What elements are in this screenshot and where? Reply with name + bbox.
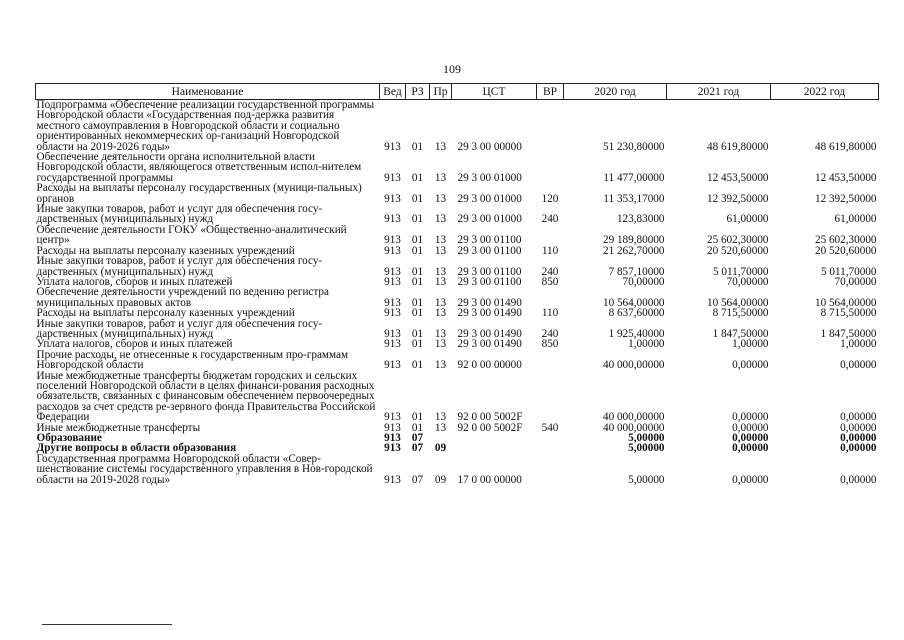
row-vr: 110 (541, 307, 559, 320)
table-row (36, 308, 879, 318)
row-value-2022: 20 520,60000 (814, 244, 877, 257)
table-row (36, 152, 879, 183)
row-value-2022: 61,00000 (834, 213, 877, 226)
table-row (36, 204, 879, 225)
row-cst: 29 3 00 00000 (457, 140, 522, 153)
row-value-2020: 123,83000 (616, 213, 665, 226)
row-value-2022: 0,00000 (840, 432, 877, 444)
row-value-2021: 8 715,50000 (712, 307, 769, 320)
row-ved: 913 (384, 234, 401, 247)
row-ved: 913 (384, 421, 401, 434)
header-2020: 2020 год (564, 84, 667, 100)
row-value-2020: 11 353,17000 (603, 192, 665, 205)
row-ved: 913 (384, 338, 401, 351)
row-value-2022: 1 847,50000 (820, 327, 877, 340)
row-value-2022: 0,00000 (840, 411, 877, 424)
row-value-2022: 8 715,50000 (820, 307, 877, 320)
row-name: Другие вопросы в области образования (36, 442, 237, 455)
row-rz: 07 (411, 432, 424, 444)
row-value-2020: 51 230,80000 (602, 140, 665, 153)
row-cst: 29 3 00 01490 (457, 327, 522, 340)
table-row (36, 100, 879, 153)
row-ved: 913 (384, 327, 401, 340)
row-pr: 13 (434, 421, 447, 434)
row-ved: 913 (384, 171, 401, 184)
table-row (36, 183, 879, 204)
row-rz: 01 (411, 296, 424, 309)
budget-table (35, 83, 879, 485)
row-vr (537, 287, 564, 308)
row-value-2020: 10 564,00000 (602, 296, 665, 309)
row-ved: 913 (384, 265, 401, 278)
row-value-2020: 29 189,80000 (602, 234, 665, 247)
row-value-2021: 12 453,50000 (706, 171, 769, 184)
row-vr (537, 152, 564, 183)
row-rz: 07 (411, 473, 424, 486)
row-value-2021: 61,00000 (726, 213, 769, 226)
row-pr: 13 (434, 171, 447, 184)
row-name: Иные закупки товаров, работ и услуг для обеспечения госу-дарственных (муниципальных) нужд (36, 255, 323, 278)
row-vr: 540 (541, 421, 559, 434)
row-value-2021: 0,00000 (732, 432, 769, 444)
row-rz: 01 (411, 265, 424, 278)
row-value-2021: 25 602,30000 (706, 234, 769, 247)
row-value-2020: 40 000,00000 (602, 411, 665, 424)
row-cst: 29 3 00 01100 (457, 265, 522, 278)
row-value-2020: 5,00000 (628, 473, 665, 486)
header-name: Наименование (36, 84, 380, 100)
row-value-2020: 5,00000 (628, 442, 665, 455)
row-name: Расходы на выплаты персоналу казенных учреждений (36, 307, 295, 320)
row-value-2021: 12 392,50000 (706, 192, 769, 205)
row-pr: 13 (434, 275, 447, 288)
row-name: Государственная программа Новгородской области «Совер-шенствование системы государственного управления в Нов-городской области на 2019-2028 годы» (36, 452, 373, 486)
row-cst: 29 3 00 01100 (457, 244, 522, 257)
row-value-2021: 10 564,00000 (706, 296, 769, 309)
row-value-2022: 0,00000 (840, 473, 877, 486)
row-pr: 13 (434, 296, 447, 309)
row-pr: 09 (434, 442, 447, 455)
row-value-2020: 21 262,70000 (602, 244, 665, 257)
header-ved: Вед (380, 84, 406, 100)
row-value-2020: 8 637,60000 (608, 307, 665, 320)
table-row (36, 454, 879, 485)
row-cst: 92 0 00 5002F (457, 421, 523, 434)
row-name: Обеспечение деятельности органа исполнительной власти Новгородской области, являющегося ответственным испол-нителем государственной программы (36, 151, 362, 184)
row-vr (537, 225, 564, 246)
row-name: Иные закупки товаров, работ и услуг для обеспечения госу-дарственных (муниципальных) нужд (36, 317, 323, 340)
row-value-2020: 7 857,10000 (608, 265, 665, 278)
row-value-2021: 1,00000 (732, 338, 769, 351)
row-value-2021: 0,00000 (732, 421, 769, 434)
row-pr: 13 (434, 327, 447, 340)
row-name: Обеспечение деятельности ГОКУ «Общественно-аналитический центр» (36, 223, 347, 247)
row-name: Иные закупки товаров, работ и услуг для обеспечения госу-дарственных (муниципальных) нужд (36, 203, 323, 226)
row-ved: 913 (384, 213, 401, 226)
row-value-2021: 1 847,50000 (712, 327, 769, 340)
row-name: Иные межбюджетные трансферты бюджетам городских и сельских поселений Новгородской области в целях финанси-рования расходных обязательств, связанных с финансовым обеспечением первоочередных расходов за счет средств ре-зервного фонда Правительства Российской Федерации (36, 369, 376, 424)
row-ved: 913 (384, 192, 401, 205)
row-cst: 17 0 00 00000 (457, 473, 522, 486)
row-ved: 913 (384, 432, 401, 444)
row-cst: 29 3 00 01490 (457, 338, 522, 351)
row-rz: 01 (411, 411, 424, 424)
row-ved: 913 (384, 307, 401, 320)
row-vr: 120 (541, 192, 559, 205)
row-value-2022: 70,00000 (834, 275, 877, 288)
row-value-2022: 1,00000 (840, 338, 877, 351)
row-vr: 850 (541, 275, 559, 288)
header-pr: Пр (430, 84, 452, 100)
row-cst: 92 0 00 5002F (457, 411, 523, 424)
header-vr: ВР (537, 84, 564, 100)
row-name: Подпрограмма «Обеспечение реализации государственной программы Новгородской области «Государственная под-держка развития местного самоуправления в Новгородской области и социально ориентированных некоммерческих ор-ганизаций Новгородской области на 2019-2026 годы» (36, 99, 375, 153)
row-name: Иные межбюджетные трансферты (36, 421, 201, 434)
row-value-2022: 25 602,30000 (814, 234, 877, 247)
row-rz: 07 (411, 442, 424, 455)
row-rz: 01 (411, 192, 424, 205)
row-value-2022: 0,00000 (840, 359, 877, 372)
row-rz: 01 (411, 213, 424, 226)
row-pr: 13 (434, 244, 447, 257)
header-row (36, 84, 879, 100)
table-row (36, 371, 879, 423)
row-name: Прочие расходы, не отнесенные к государственным про-граммам Новгородской области (36, 348, 349, 372)
row-value-2022: 5 011,70000 (820, 265, 877, 278)
row-ved: 913 (384, 442, 401, 455)
row-vr (537, 443, 564, 453)
row-vr (537, 350, 564, 371)
row-rz: 01 (411, 171, 424, 184)
row-cst: 29 3 00 01100 (457, 234, 522, 247)
row-cst (452, 433, 537, 443)
page-number: 109 (443, 62, 461, 76)
row-rz: 01 (411, 421, 424, 434)
row-pr: 09 (434, 473, 447, 486)
row-value-2021: 5 011,70000 (712, 265, 769, 278)
row-vr (537, 100, 564, 153)
row-value-2020: 40 000,00000 (602, 421, 665, 434)
row-ved: 913 (384, 411, 401, 424)
table-row (36, 350, 879, 371)
row-rz: 01 (411, 338, 424, 351)
row-value-2020: 5,00000 (628, 432, 665, 444)
row-value-2021: 0,00000 (732, 359, 769, 372)
header-rz: РЗ (406, 84, 430, 100)
row-cst: 29 3 00 01100 (457, 275, 522, 288)
row-vr (537, 454, 564, 485)
row-value-2020: 1,00000 (628, 338, 665, 351)
row-value-2022: 0,00000 (840, 442, 877, 455)
row-value-2020: 1 925,40000 (608, 327, 665, 340)
row-name: Расходы на выплаты персоналу казенных учреждений (36, 244, 295, 257)
row-pr: 13 (434, 411, 447, 424)
row-pr: 13 (434, 140, 447, 153)
row-ved: 913 (384, 244, 401, 257)
row-ved: 913 (384, 473, 401, 486)
row-value-2021: 20 520,60000 (706, 244, 769, 257)
row-name: Уплата налогов, сборов и иных платежей (36, 338, 233, 351)
row-vr: 240 (541, 327, 559, 340)
row-cst: 29 3 00 01490 (457, 307, 522, 320)
row-vr: 240 (541, 265, 559, 278)
row-rz: 01 (411, 307, 424, 320)
row-vr (537, 371, 564, 423)
row-pr: 13 (434, 307, 447, 320)
row-rz: 01 (411, 244, 424, 257)
row-rz: 01 (411, 359, 424, 372)
row-pr: 13 (434, 213, 447, 226)
footer-divider (42, 624, 172, 625)
row-cst: 29 3 00 01490 (457, 296, 522, 309)
table-row (36, 319, 879, 340)
row-value-2020: 40 000,00000 (602, 359, 665, 372)
row-cst: 92 0 00 00000 (457, 359, 522, 372)
row-value-2022: 12 392,50000 (814, 192, 877, 205)
row-value-2020: 70,00000 (622, 275, 665, 288)
row-value-2021: 0,00000 (732, 442, 769, 455)
table-row (36, 225, 879, 246)
row-vr (537, 433, 564, 443)
row-value-2021: 0,00000 (732, 473, 769, 486)
row-value-2022: 12 453,50000 (814, 171, 877, 184)
row-name: Расходы на выплаты персоналу государственных (муници-пальных) органов (36, 182, 362, 205)
row-value-2022: 10 564,00000 (814, 296, 877, 309)
row-pr: 13 (434, 338, 447, 351)
table-body (36, 100, 879, 486)
row-vr: 240 (541, 213, 559, 226)
row-cst: 29 3 00 01000 (457, 192, 522, 205)
row-name: Обеспечение деятельности учреждений по ведению регистра муниципальных правовых актов (36, 286, 329, 309)
row-rz: 01 (411, 234, 424, 247)
header-cst: ЦСТ (452, 84, 537, 100)
row-ved: 913 (384, 140, 401, 153)
table-header (36, 84, 879, 100)
row-pr: 13 (434, 192, 447, 205)
row-ved: 913 (384, 359, 401, 372)
table-row (36, 256, 879, 277)
row-value-2021: 0,00000 (732, 411, 769, 424)
row-value-2021: 70,00000 (726, 275, 769, 288)
row-cst: 29 3 00 01000 (457, 213, 522, 226)
row-value-2020: 11 477,00000 (603, 171, 665, 184)
header-2021: 2021 год (667, 84, 771, 100)
row-value-2022: 48 619,80000 (814, 140, 877, 153)
row-rz: 01 (411, 140, 424, 153)
row-pr: 13 (434, 265, 447, 278)
header-2022: 2022 год (771, 84, 879, 100)
row-ved: 913 (384, 296, 401, 309)
row-pr: 13 (434, 234, 447, 247)
row-vr: 850 (541, 338, 559, 351)
row-ved: 913 (384, 275, 401, 288)
row-rz: 01 (411, 275, 424, 288)
row-name: Уплата налогов, сборов и иных платежей (36, 275, 233, 288)
row-value-2022: 0,00000 (840, 421, 877, 434)
row-value-2021: 48 619,80000 (706, 140, 769, 153)
row-vr: 110 (541, 244, 559, 257)
table-row (36, 287, 879, 308)
row-pr: 13 (434, 359, 447, 372)
row-cst: 29 3 00 01000 (457, 171, 522, 184)
row-rz: 01 (411, 327, 424, 340)
row-name: Образование (36, 432, 102, 444)
row-cst (452, 443, 537, 453)
